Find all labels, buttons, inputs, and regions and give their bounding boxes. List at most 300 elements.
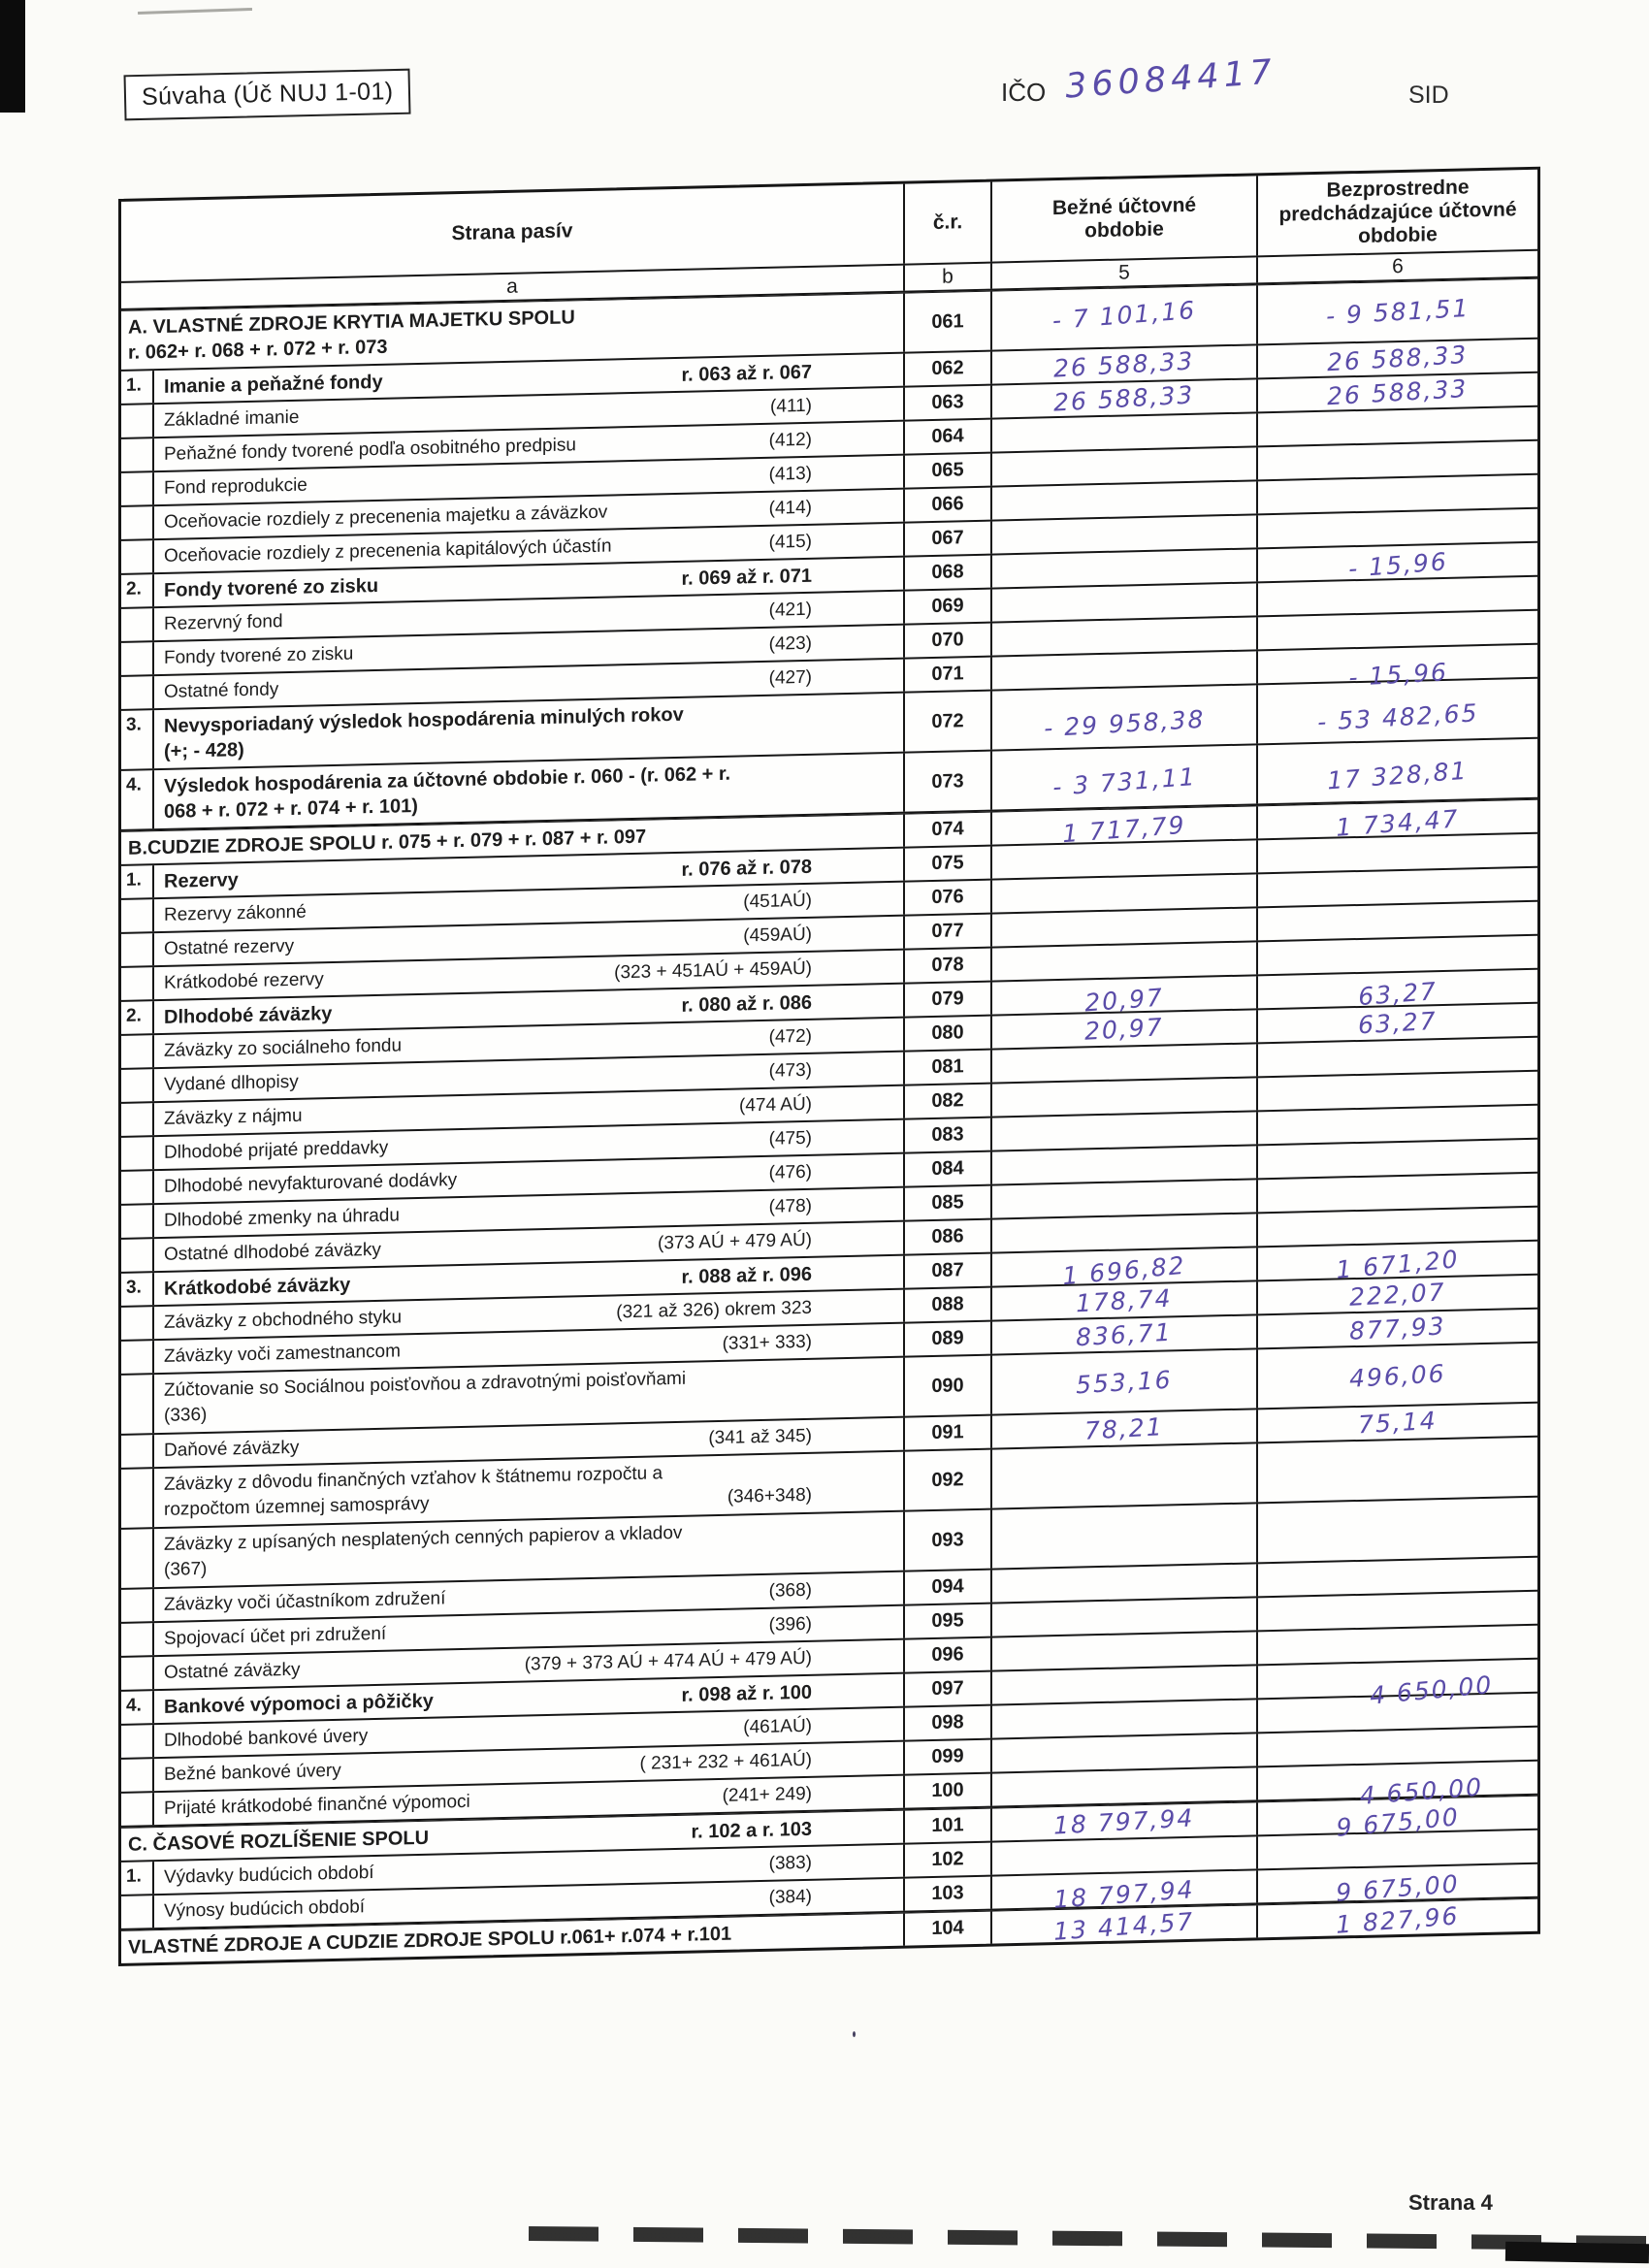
row-account-ref: (379 + 373 AÚ + 474 AÚ + 479 AÚ): [524, 1647, 812, 1674]
value-cell-current: [992, 345, 1258, 383]
row-number: [121, 1623, 154, 1656]
value-cell-previous: [1258, 1592, 1537, 1631]
row-account-ref: (472): [768, 1025, 812, 1048]
value-cell-previous: [1258, 441, 1537, 480]
row-line-number: 075: [905, 847, 992, 881]
row-account-ref: r. 063 až r. 067: [681, 361, 812, 386]
scan-bottom-corner-artifact: [1505, 2242, 1649, 2264]
row-label: Nevysporiadaný výsledok hospodárenia minulých rokov: [164, 703, 684, 737]
row-label: Výsledok hospodárenia za účtovné obdobie r. 060 - (r. 062 + r.: [164, 762, 731, 797]
row-label: Výnosy budúcich období: [164, 1895, 366, 1922]
column-header-current-period: Bežné účtovné obdobie: [992, 176, 1258, 261]
row-label: Oceňovacie rozdiely z precenenia majetku a záväzkov: [164, 502, 608, 533]
value-cell-previous: [1258, 800, 1537, 842]
value-previous-period: 1 734,47: [1335, 804, 1461, 842]
row-number: [121, 967, 154, 1000]
row-number: 2.: [121, 574, 154, 607]
row-label: Záväzky voči zamestnancom: [164, 1340, 401, 1367]
row-account-ref: (459AÚ): [743, 923, 812, 946]
value-current-period: 20,97: [1083, 1013, 1165, 1046]
row-line-number: 099: [905, 1740, 992, 1774]
row-line-number: 079: [905, 983, 992, 1017]
value-cell-previous: [1258, 1344, 1537, 1409]
row-number: [121, 676, 154, 709]
row-account-ref: (241+ 249): [722, 1783, 812, 1806]
value-cell-previous: [1258, 543, 1537, 582]
row-label: Záväzky z obchodného styku: [164, 1306, 403, 1333]
row-label: Rezervy: [164, 868, 239, 892]
row-number: [121, 1589, 154, 1622]
row-label: Záväzky z upísaných nesplatených cenných papierov a vkladov: [164, 1522, 683, 1555]
value-cell-previous: [1258, 1242, 1537, 1284]
row-account-ref: (341 až 345): [708, 1425, 812, 1448]
ico-label: IČO: [1001, 78, 1047, 107]
value-cell-current: [992, 1598, 1258, 1636]
value-cell-current: [992, 874, 1258, 912]
row-account-ref: (473): [768, 1059, 812, 1082]
row-line-number: 070: [905, 624, 992, 658]
value-previous-period: 75,14: [1357, 1406, 1439, 1440]
row-account-ref: (476): [768, 1161, 812, 1183]
row-number: [121, 1375, 154, 1434]
row-label: Dlhodobé bankové úvery: [164, 1725, 369, 1751]
row-line-number: 067: [905, 522, 992, 556]
row-account-ref: r. 098 až r. 100: [681, 1681, 812, 1706]
value-cell-current: [992, 1504, 1258, 1568]
value-previous-period: 9 675,00: [1335, 1802, 1462, 1842]
value-previous-period: 17 328,81: [1326, 756, 1470, 794]
row-number: [121, 472, 154, 505]
value-cell-previous: [1258, 1276, 1537, 1314]
row-account-ref: (413): [768, 463, 812, 485]
value-cell-current: [992, 285, 1258, 349]
row-label: Záväzky zo sociálneho fondu: [164, 1034, 403, 1061]
row-account-ref: (427): [768, 666, 812, 689]
value-cell-current: [992, 1281, 1258, 1319]
value-current-period: 18 797,94: [1052, 1803, 1196, 1840]
value-previous-period: 222,07: [1348, 1278, 1447, 1312]
value-cell-previous: [1258, 1558, 1537, 1597]
value-cell-current: [992, 745, 1258, 809]
value-cell-previous: [1258, 1004, 1537, 1043]
value-previous-period: 4 650,00: [1369, 1670, 1495, 1710]
row-label: Fondy tvorené zo zisku: [164, 574, 379, 601]
value-previous-period: 9 675,00: [1335, 1869, 1461, 1907]
value-previous-period: - 53 482,65: [1316, 697, 1479, 736]
subheader-5: 5: [992, 257, 1258, 288]
row-line-number: 078: [905, 949, 992, 983]
value-current-period: 26 588,33: [1052, 380, 1196, 417]
row-line-number: 073: [905, 752, 992, 812]
row-label: B.CUDZIE ZDROJE SPOLU r. 075 + r. 079 + r. 087 + r. 097: [128, 826, 647, 859]
row-line-number: 102: [905, 1843, 992, 1877]
value-current-period: 26 588,33: [1052, 346, 1196, 383]
subheader-b: b: [905, 264, 992, 291]
row-label: Dlhodobé nevyfakturované dodávky: [164, 1169, 458, 1197]
row-account-ref: (321 až 326) okrem 323: [616, 1297, 812, 1322]
value-cell-previous: [1258, 1208, 1537, 1247]
ico-value-handwritten: 36084417: [1063, 52, 1278, 107]
value-current-period: 20,97: [1083, 983, 1165, 1018]
value-cell-current: [992, 1146, 1258, 1183]
value-cell-previous: [1258, 373, 1537, 412]
value-previous-period: - 15,96: [1347, 547, 1449, 583]
value-cell-current: [992, 1870, 1258, 1914]
value-cell-current: [992, 1180, 1258, 1217]
row-number: [121, 1137, 154, 1170]
row-label: Dlhodobé prijaté preddavky: [164, 1137, 389, 1163]
row-line-number: 080: [905, 1017, 992, 1051]
value-cell-current: [992, 1767, 1258, 1805]
row-label: Ostatné záväzky: [164, 1659, 301, 1683]
column-header-previous-period: Bezprostredne predchádzajúce účtovné obdobie: [1278, 176, 1517, 247]
value-cell-previous: [1258, 407, 1537, 446]
row-number: [121, 540, 154, 573]
value-cell-current: [992, 1214, 1258, 1251]
row-account-ref: (396): [768, 1613, 812, 1636]
row-line-number: 091: [905, 1416, 992, 1450]
row-number: 1.: [121, 1862, 154, 1895]
row-number: 3.: [121, 1273, 154, 1306]
value-current-period: 78,21: [1083, 1412, 1165, 1445]
row-label: Oceňovacie rozdiely z precenenia kapitálových účastín: [164, 535, 612, 567]
row-label: C. ČASOVÉ ROZLÍŠENIE SPOLU: [128, 1827, 430, 1856]
value-cell-current: [992, 1112, 1258, 1150]
row-account-ref: (373 AÚ + 479 AÚ): [658, 1229, 812, 1253]
row-number: [121, 1725, 154, 1758]
row-account-ref: (412): [768, 429, 812, 451]
row-label: Spojovací účet pri združení: [164, 1623, 387, 1649]
sid-label: SID: [1408, 81, 1449, 109]
row-label-line2: 068 + r. 072 + r. 074 + r. 101): [164, 794, 418, 823]
table-body: [121, 278, 1537, 1963]
row-line-number: 098: [905, 1706, 992, 1740]
row-label: Zúčtovanie so Sociálnou poisťovňou a zdravotnými poisťovňami: [164, 1368, 687, 1401]
row-account-ref: (323 + 451AÚ + 459AÚ): [614, 957, 812, 983]
value-cell-current: [992, 481, 1258, 519]
row-line-number: 076: [905, 881, 992, 915]
value-cell-current: [992, 1564, 1258, 1602]
value-previous-period: 63,27: [1357, 977, 1439, 1012]
row-number: [121, 1035, 154, 1068]
row-line-number: 094: [905, 1571, 992, 1604]
row-number: 1.: [121, 865, 154, 898]
row-number: [121, 506, 154, 539]
row-line-number: 081: [905, 1051, 992, 1085]
value-cell-current: [992, 1010, 1258, 1048]
value-cell-current: [992, 685, 1258, 749]
row-number: [121, 1435, 154, 1468]
row-line-number: 077: [905, 915, 992, 949]
value-previous-period: 26 588,33: [1326, 340, 1470, 377]
value-cell-current: [992, 1836, 1258, 1874]
value-cell-previous: [1258, 611, 1537, 650]
row-label: Krátkodobé rezervy: [164, 968, 324, 993]
value-cell-current: [992, 549, 1258, 587]
row-account-ref: ( 231+ 232 + 461AÚ): [639, 1749, 812, 1774]
row-label: Záväzky voči účastníkom združení: [164, 1587, 446, 1615]
row-account-ref: (451AÚ): [743, 890, 812, 912]
row-label: Základné imanie: [164, 406, 300, 431]
row-number: 4.: [121, 770, 154, 829]
row-number: [121, 1069, 154, 1102]
row-number: [121, 642, 154, 675]
value-cell-current: [992, 1247, 1258, 1291]
row-number: [121, 1307, 154, 1340]
subheader-a: a: [121, 266, 905, 308]
value-cell-current: [992, 515, 1258, 553]
value-cell-previous: [1258, 1106, 1537, 1145]
value-current-period: - 7 101,16: [1051, 295, 1197, 335]
row-line-number: 088: [905, 1288, 992, 1322]
value-cell-current: [992, 1409, 1258, 1447]
value-cell-previous: [1258, 475, 1537, 514]
row-label: Daňové záväzky: [164, 1437, 300, 1461]
value-previous-period: 26 588,33: [1326, 373, 1470, 411]
row-label: Rezervný fond: [164, 610, 283, 634]
row-line-number: 083: [905, 1118, 992, 1152]
row-label: Záväzky z nájmu: [164, 1105, 303, 1129]
row-label: Vydané dlhopisy: [164, 1071, 299, 1095]
row-account-ref2: (346+348): [727, 1484, 812, 1507]
row-number: [121, 1529, 154, 1588]
row-line-number: 090: [905, 1356, 992, 1416]
value-current-period: 553,16: [1075, 1365, 1174, 1399]
row-line-number: 066: [905, 488, 992, 522]
row-line-number: 096: [905, 1638, 992, 1672]
value-current-period: 18 797,94: [1052, 1875, 1196, 1914]
row-line-number: 101: [905, 1809, 992, 1843]
row-line-number: 092: [905, 1450, 992, 1510]
value-cell-current: [992, 1632, 1258, 1669]
value-cell-current: [992, 617, 1258, 655]
value-cell-previous: [1258, 340, 1537, 378]
row-label-line2: (336): [164, 1404, 208, 1426]
row-account-ref: (384): [768, 1886, 812, 1908]
row-line-number: 071: [905, 658, 992, 692]
row-line-number: 104: [905, 1912, 992, 1946]
row-account-ref: (478): [768, 1195, 812, 1217]
value-previous-period: - 15,96: [1347, 658, 1449, 692]
subheader-6: 6: [1392, 254, 1404, 278]
row-label-line2: (+; - 428): [164, 739, 244, 762]
row-line-number: 072: [905, 692, 992, 752]
value-cell-current: [992, 1905, 1258, 1946]
row-line-number: 082: [905, 1085, 992, 1118]
row-number: [121, 1657, 154, 1690]
row-line-number: 062: [905, 352, 992, 386]
row-account-ref: r. 069 až r. 071: [681, 565, 812, 590]
row-account-ref: (475): [768, 1127, 812, 1150]
row-line-number: 089: [905, 1322, 992, 1356]
row-number: [121, 1759, 154, 1792]
row-line-number: 100: [905, 1774, 992, 1808]
value-current-period: 836,71: [1075, 1317, 1174, 1352]
row-line-number: 103: [905, 1877, 992, 1911]
value-cell-previous: [1258, 834, 1537, 873]
row-label: VLASTNÉ ZDROJE A CUDZIE ZDROJE SPOLU r.061+ r.074 + r.101: [128, 1923, 732, 1959]
value-cell-previous: [1258, 970, 1537, 1012]
scan-bottom-edge-artifact: [529, 2226, 1649, 2251]
value-previous-period: 4 650,00: [1359, 1772, 1484, 1810]
value-previous-period: 1 671,20: [1335, 1245, 1461, 1284]
value-cell-previous: [1258, 1140, 1537, 1179]
row-line-number: 074: [905, 813, 992, 847]
value-cell-previous: [1258, 936, 1537, 975]
row-account-ref: (414): [768, 497, 812, 519]
row-account-ref: (415): [768, 531, 812, 553]
value-cell-previous: [1258, 1404, 1537, 1442]
row-number: [121, 1793, 154, 1826]
value-current-period: 13 414,57: [1052, 1907, 1196, 1946]
value-cell-previous: [1258, 1864, 1537, 1907]
row-line-number: 087: [905, 1254, 992, 1288]
value-cell-current: [992, 1700, 1258, 1737]
row-number: [121, 1895, 154, 1928]
value-cell-previous: [1258, 739, 1537, 804]
value-cell-current: [992, 1733, 1258, 1771]
value-cell-current: [992, 1078, 1258, 1116]
row-line-number: 093: [905, 1510, 992, 1571]
value-current-period: 1 717,79: [1061, 810, 1187, 849]
value-previous-period: 877,93: [1348, 1312, 1447, 1345]
value-cell-current: [992, 1315, 1258, 1353]
row-number: 3.: [121, 710, 154, 769]
row-label: Ostatné dlhodobé záväzky: [164, 1239, 381, 1265]
row-line-number: 085: [905, 1186, 992, 1220]
value-cell-previous: [1258, 1310, 1537, 1348]
value-cell-previous: [1258, 1660, 1537, 1710]
value-current-period: 1 696,82: [1061, 1250, 1187, 1291]
value-cell-current: [992, 976, 1258, 1018]
value-previous-period: 1 827,96: [1335, 1901, 1461, 1939]
value-cell-current: [992, 583, 1258, 621]
row-number: [121, 1239, 154, 1272]
row-label-line2: (367): [164, 1558, 208, 1580]
value-previous-period: - 9 581,51: [1325, 293, 1471, 330]
form-title: Súvaha (Úč NUJ 1-01): [141, 78, 394, 111]
value-cell-current: [992, 942, 1258, 980]
value-cell-current: [992, 413, 1258, 451]
column-header-strana-pasiv: Strana pasív: [121, 184, 905, 281]
value-cell-current: [992, 1443, 1258, 1507]
row-label: Ostatné rezervy: [164, 935, 295, 959]
value-cell-previous: [1258, 1728, 1537, 1766]
row-number: [121, 438, 154, 471]
row-number: [121, 608, 154, 641]
value-cell-previous: [1258, 868, 1537, 907]
row-label: Rezervy zákonné: [164, 901, 307, 925]
row-line-number: 086: [905, 1220, 992, 1254]
row-label: Bežné bankové úvery: [164, 1760, 341, 1785]
value-cell-previous: [1258, 1174, 1537, 1213]
row-number: 4.: [121, 1691, 154, 1724]
row-account-ref: (461AÚ): [743, 1715, 812, 1737]
value-previous-period: 63,27: [1357, 1006, 1439, 1040]
form-title-box: [124, 69, 411, 121]
row-line-number: 063: [905, 386, 992, 420]
row-number: [121, 1341, 154, 1374]
value-cell-current: [992, 447, 1258, 485]
value-cell-current: [992, 651, 1258, 689]
row-account-ref: (411): [770, 395, 812, 417]
value-cell-previous: [1258, 1626, 1537, 1665]
row-account-ref: (331+ 333): [722, 1331, 812, 1354]
value-cell-previous: [1258, 1438, 1537, 1503]
value-cell-current: [992, 1666, 1258, 1703]
row-label: Imanie a peňažné fondy: [164, 371, 383, 398]
row-line-number: 084: [905, 1152, 992, 1186]
row-line-number: 061: [905, 292, 992, 352]
page-footer: Strana 4: [1408, 2190, 1493, 2215]
row-label: Výdavky budúcich období: [164, 1862, 374, 1888]
row-account-ref: (423): [768, 632, 812, 655]
row-label-line2: r. 062+ r. 068 + r. 072 + r. 073: [128, 336, 388, 364]
value-current-period: 178,74: [1075, 1283, 1174, 1318]
row-label: Dlhodobé záväzky: [164, 1002, 333, 1028]
row-label-line2: rozpočtom územnej samosprávy: [164, 1493, 430, 1520]
value-cell-previous: [1258, 1038, 1537, 1077]
row-line-number: 095: [905, 1604, 992, 1638]
row-label: Ostatné fondy: [164, 678, 279, 702]
row-label: Bankové výpomoci a pôžičky: [164, 1690, 434, 1718]
row-account-ref: (383): [768, 1852, 812, 1874]
row-account-ref: r. 102 a r. 103: [691, 1818, 812, 1843]
row-number: [121, 899, 154, 932]
value-cell-current: [992, 806, 1258, 849]
value-cell-current: [992, 908, 1258, 946]
row-line-number: 064: [905, 420, 992, 454]
row-account-ref: r. 076 až r. 078: [681, 856, 812, 881]
row-label: Krátkodobé záväzky: [164, 1274, 351, 1300]
row-line-number: 065: [905, 454, 992, 488]
value-cell-previous: [1258, 577, 1537, 616]
value-cell-previous: [1258, 1899, 1537, 1938]
row-number: [121, 405, 154, 437]
row-account-ref: (474 AÚ): [739, 1093, 812, 1116]
column-header-line-number: č.r.: [905, 182, 992, 264]
value-cell-previous: [1258, 279, 1537, 344]
value-cell-current: [992, 1044, 1258, 1082]
row-account-ref: r. 088 až r. 096: [681, 1263, 812, 1288]
row-number: [121, 1103, 154, 1136]
value-cell-previous: [1258, 902, 1537, 941]
value-cell-previous: [1258, 1762, 1537, 1810]
value-cell-current: [992, 840, 1258, 878]
row-number: 1.: [121, 371, 154, 404]
row-label: Peňažné fondy tvorené podľa osobitného predpisu: [164, 434, 576, 465]
row-number: [121, 1469, 154, 1528]
row-label: Fond reprodukcie: [164, 474, 307, 499]
value-cell-previous: [1258, 1072, 1537, 1111]
row-label: Dlhodobé zmenky na úhradu: [164, 1204, 400, 1231]
scan-speck: [853, 2031, 856, 2037]
row-account-ref: (421): [768, 599, 812, 621]
value-cell-previous: [1258, 1498, 1537, 1563]
value-cell-previous: [1258, 645, 1537, 692]
scan-edge-artifact: [0, 0, 25, 113]
value-cell-current: [992, 379, 1258, 417]
row-number: 2.: [121, 1001, 154, 1034]
value-cell-current: [992, 1349, 1258, 1413]
balance-sheet-table: [118, 167, 1540, 1966]
value-previous-period: 496,06: [1348, 1358, 1447, 1393]
row-account-ref: (368): [768, 1579, 812, 1602]
value-current-period: - 29 958,38: [1043, 704, 1206, 742]
row-label: Fondy tvorené zo zisku: [164, 642, 354, 668]
row-account-ref: r. 080 až r. 086: [681, 991, 812, 1017]
value-current-period: - 3 731,11: [1051, 761, 1198, 801]
